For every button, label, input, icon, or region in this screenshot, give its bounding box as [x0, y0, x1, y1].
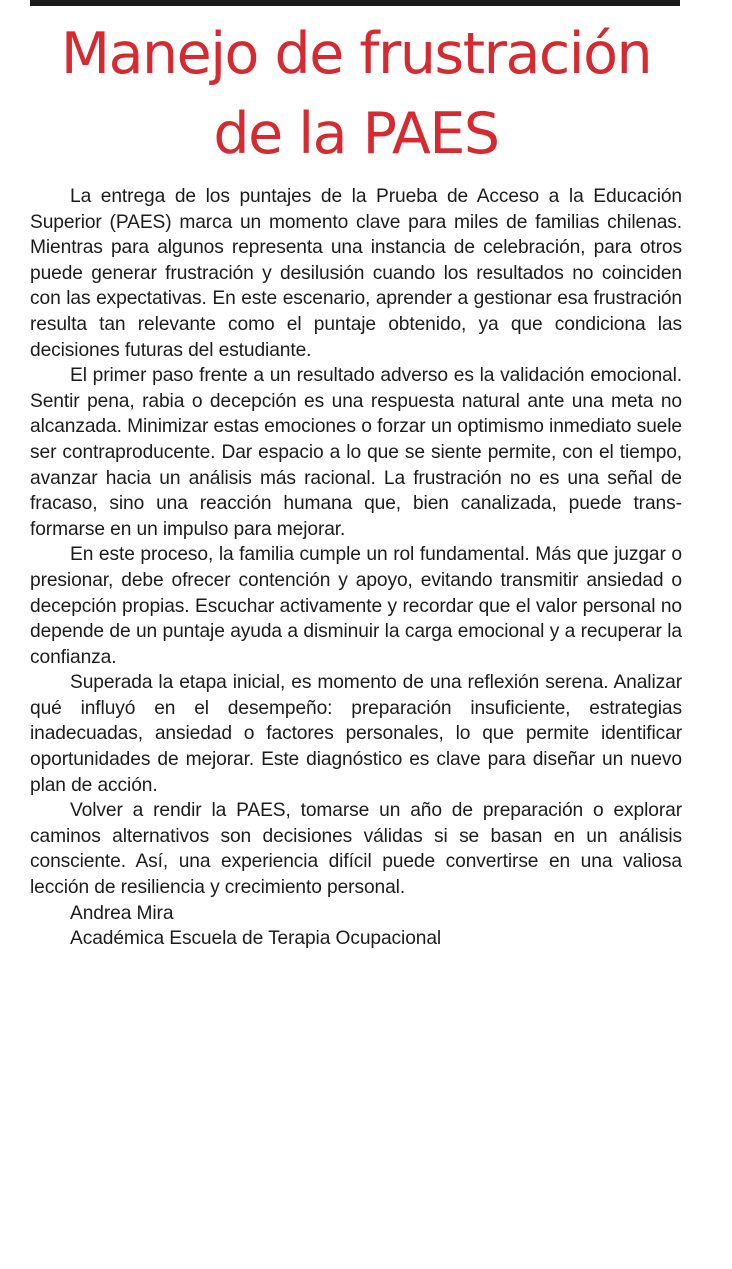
top-rule [30, 0, 680, 6]
article-body [30, 184, 682, 952]
author-role: Académica Escuela de Terapia Ocupacional [70, 928, 442, 950]
article-paragraph: La entrega de los puntajes de la Prueba de Acceso a la Educación Superior (PAES) marca un momento clave para miles de familias chilenas. Mientras para algunos representa una instancia de celebración, para otros puede generar frustración y desilusión cuando los resultados no coinciden con las expectativas. En este escenario, aprender a gestionar esa frustración resulta tan relevante como el puntaje obtenido, ya que condiciona las decisiones futuras del estudiante. [30, 186, 682, 361]
article-paragraph: En este proceso, la familia cumple un rol fundamental. Más que juzgar o presionar, debe ofrecer contención y apoyo, evitando transmitir ansiedad o decepción propias. Escuchar activamente y recordar que el valor personal no depende de un puntaje ayuda a disminuir la carga emocional y a recuperar la confianza. [30, 544, 682, 668]
article-title-line-1: Manejo de frustración [60, 21, 652, 87]
article-paragraph: Volver a rendir la PAES, tomarse un año de preparación o explorar caminos alternativos son decisiones válidas si se basan en un análisis consciente. Así, una experiencia difícil puede convertirse en una valiosa lección de resiliencia y crecimiento personal. [30, 800, 682, 899]
article-paragraph: Superada la etapa inicial, es momento de una reflexión serena. Analizar qué influyó en el desempeño: preparación insuficiente, estrategias inadecuadas, ansiedad o factores personales, lo que permite identificar oportunidades de mejorar. Este diagnóstico es clave para diseñar un nuevo plan de acción. [30, 672, 682, 796]
article-paragraph: El primer paso frente a un resultado adverso es la validación emocional. Sentir pena, rabia o decepción es una respuesta natural ante una meta no alcanzada. Minimizar estas emociones o forzar un optimismo inmediato suele ser contraproducente. Dar espacio a lo que se siente permite, con el tiempo, avanzar hacia un análisis más racional. La frustración no es una señal de fracaso, sino una reacción humana que, bien canalizada, puede transformarse en un impulso para mejorar. [30, 365, 682, 540]
article-title-line-2: de la PAES [213, 101, 499, 167]
article-title [18, 14, 694, 174]
author-name: Andrea Mira [70, 902, 174, 924]
